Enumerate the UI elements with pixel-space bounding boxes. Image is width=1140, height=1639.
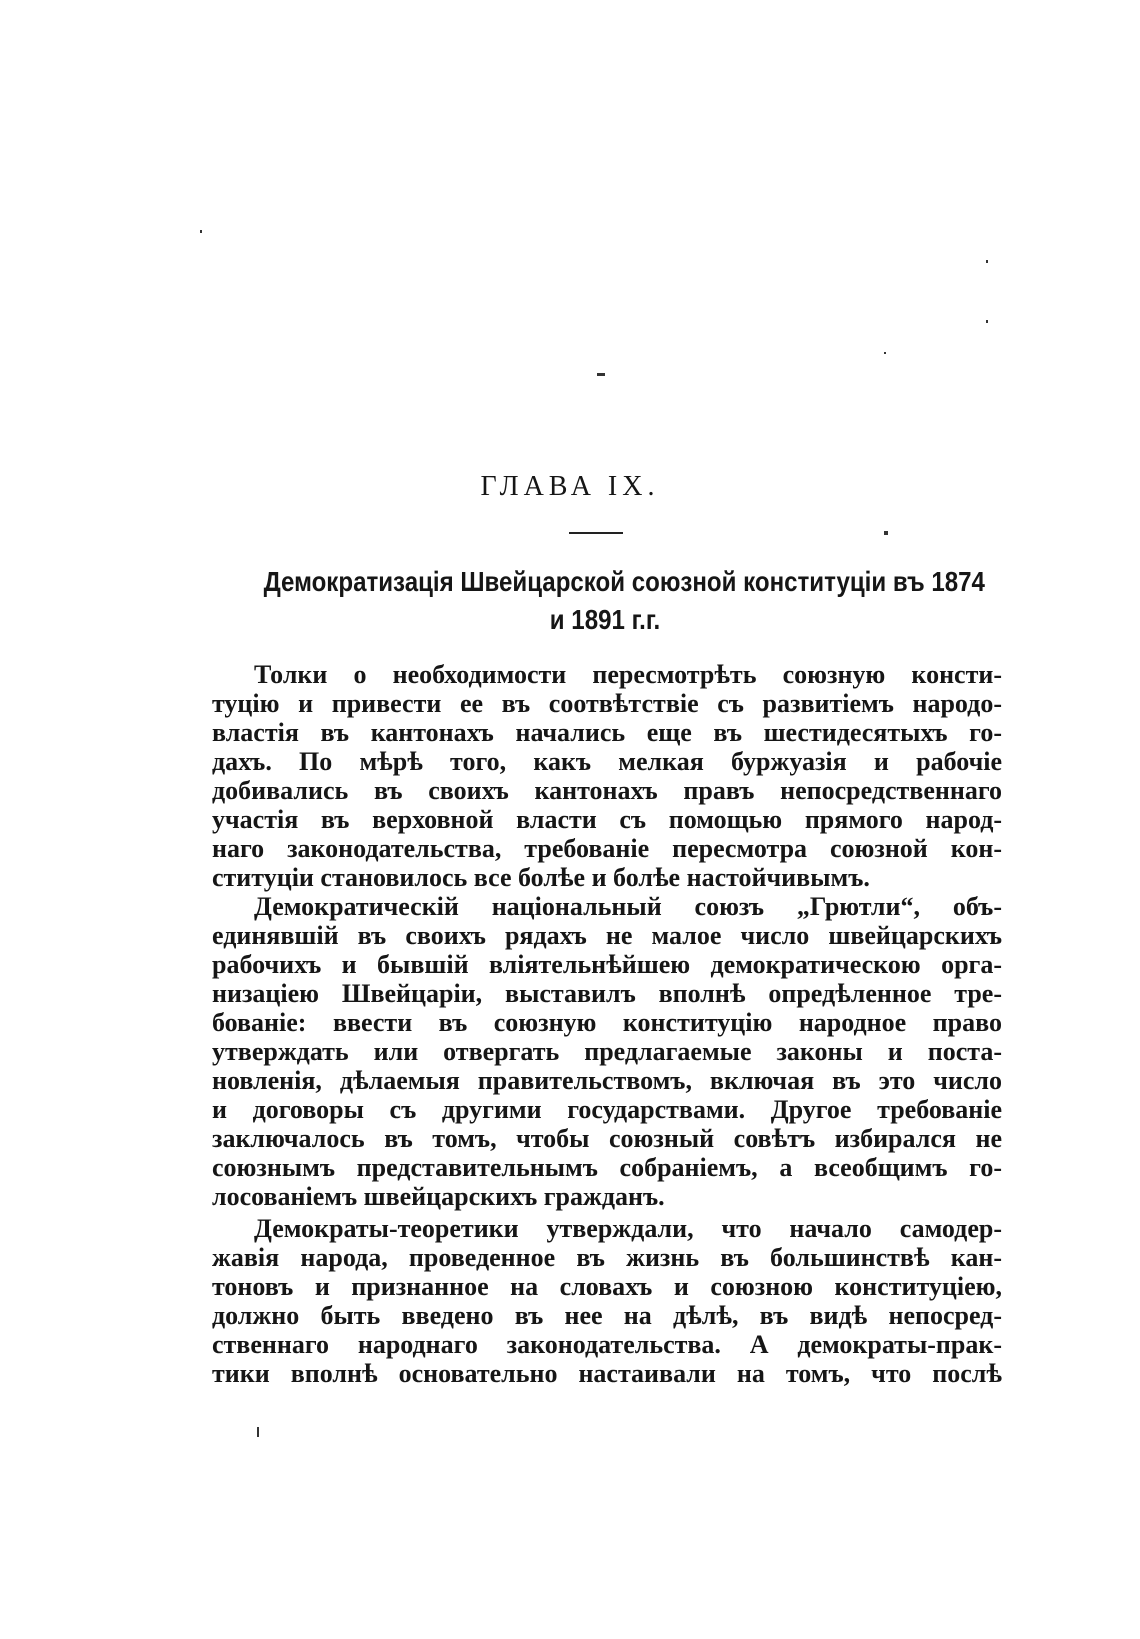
text-line: Демократическій національный союзъ „Грютли“, объ- <box>254 892 1002 921</box>
scan-speck <box>884 531 888 535</box>
chapter-title-line: и 1891 г.г. <box>549 604 661 635</box>
text-line: тики вполнѣ основательно настаивали на томъ, что послѣ <box>212 1359 1002 1388</box>
scan-speck <box>597 373 605 376</box>
text-line: наго законодательства, требованіе пересмотра союзной кон- <box>212 834 1002 863</box>
text-line: единявшій въ своихъ рядахъ не малое число швейцарскихъ <box>212 921 1002 950</box>
text-line: жавія народа, проведенное въ жизнь въ большинствѣ кан- <box>212 1243 1002 1272</box>
text-line: добивались въ своихъ кантонахъ правъ непосредственнаго <box>212 776 1002 805</box>
text-line: новленія, дѣлаемыя правительствомъ, включая въ это число <box>212 1066 1002 1095</box>
heading-rule <box>569 532 623 534</box>
scan-speck <box>986 260 988 263</box>
scan-speck <box>986 320 988 323</box>
text-line: тоновъ и признанное на словахъ и союзною конституціею, <box>212 1272 1002 1301</box>
scan-speck <box>257 1427 259 1437</box>
body-text <box>212 660 1002 1388</box>
text-line: заключалось въ томъ, чтобы союзный совѣтъ избирался не <box>212 1124 1002 1153</box>
text-line: и договоры съ другими государствами. Другое требованіе <box>212 1095 1002 1124</box>
chapter-title-line: Демократизація Швейцарской союзной конституціи въ 1874 <box>263 566 985 597</box>
text-line: ституціи становилось все болѣе и болѣе настойчивымъ. <box>212 863 870 892</box>
text-line: союзнымъ представительнымъ собраніемъ, а всеобщимъ го- <box>212 1153 1002 1182</box>
text-line: бованіе: ввести въ союзную конституцію народное право <box>212 1008 1002 1037</box>
text-line: лосованіемъ швейцарскихъ гражданъ. <box>212 1182 665 1211</box>
paragraph <box>212 1214 1002 1388</box>
paragraph <box>212 892 1002 1211</box>
text-line: туцію и привести ее въ соотвѣтствіе съ развитіемъ народо- <box>212 689 1002 718</box>
paragraph <box>212 660 1002 892</box>
chapter-title <box>263 563 985 639</box>
text-line: властія въ кантонахъ начались еще въ шестидесятыхъ го- <box>212 718 1002 747</box>
chapter-heading: ГЛАВА IX. <box>480 471 660 502</box>
text-line: рабочихъ и бывшій вліятельнѣйшею демократическою орга- <box>212 950 1002 979</box>
text-line: Толки о необходимости пересмотрѣть союзную консти- <box>254 660 1002 689</box>
text-line: утверждать или отвергать предлагаемые законы и поста- <box>212 1037 1002 1066</box>
text-line: ственнаго народнаго законодательства. А демократы-прак- <box>212 1330 1002 1359</box>
scan-speck <box>884 352 886 354</box>
text-line: должно быть введено въ нее на дѣлѣ, въ видѣ непосред- <box>212 1301 1002 1330</box>
text-line: Демократы-теоретики утверждали, что начало самодер- <box>254 1214 1002 1243</box>
text-line: участія въ верховной власти съ помощью прямого народ- <box>212 805 1002 834</box>
text-line: дахъ. По мѣрѣ того, какъ мелкая буржуазія и рабочіе <box>212 747 1002 776</box>
text-line: низаціею Швейцаріи, выставилъ вполнѣ опредѣленное тре- <box>212 979 1002 1008</box>
scan-speck <box>200 230 202 233</box>
